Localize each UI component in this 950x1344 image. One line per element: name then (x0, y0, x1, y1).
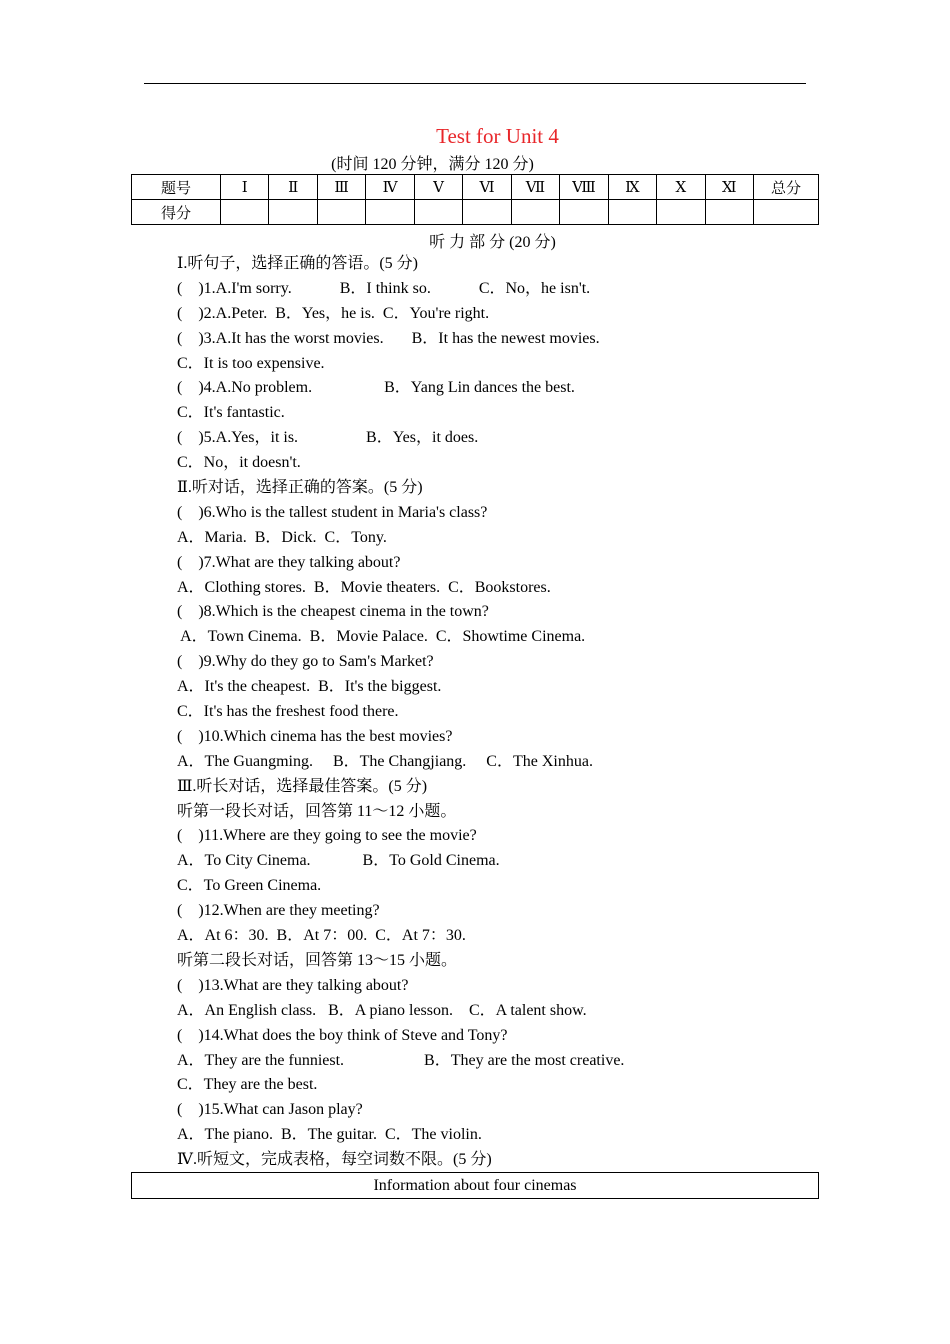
option-line: A．Clothing stores. B．Movie theaters. C．Bookstores. (177, 578, 551, 596)
question-line: ( )13.What are they talking about? (177, 976, 409, 994)
score-header-cell: Ⅰ (221, 175, 269, 200)
score-header-cell: 总分 (754, 175, 819, 200)
question-line: ( )6.Who is the tallest student in Maria's class? (177, 503, 488, 521)
option-line: A．An English class. B．A piano lesson. C．A talent show. (177, 1001, 587, 1019)
question-line: ( )3.A.It has the worst movies. B．It has the newest movies. (177, 329, 600, 347)
score-header-cell: Ⅳ (366, 175, 414, 200)
question-line: ( )5.A.Yes，it is. B．Yes，it does. (177, 429, 479, 447)
question-line: ( )4.A.No problem. B．Yang Lin dances the best. (177, 379, 575, 397)
option-line: A．Maria. B．Dick. C．Tony. (177, 528, 387, 546)
score-row-label: 得分 (132, 200, 221, 225)
option-line: A．The piano. B．The guitar. C．The violin. (177, 1126, 482, 1144)
score-header-cell: Ⅶ (511, 175, 559, 200)
question-line: ( )1.A.I'm sorry. B．I think so. C．No，he isn't. (177, 279, 591, 297)
part-heading: Ⅱ.听对话，选择正确的答案。(5 分) (177, 479, 423, 497)
score-input-cell[interactable] (511, 200, 559, 225)
score-header-cell: Ⅸ (608, 175, 656, 200)
score-table (131, 174, 819, 225)
score-input-cell[interactable] (269, 200, 317, 225)
header-rule (144, 83, 806, 84)
question-line: ( )10.Which cinema has the best movies? (177, 727, 453, 745)
question-line: ( )9.Why do they go to Sam's Market? (177, 653, 434, 671)
info-table-title: Information about four cinemas (131, 1172, 819, 1199)
option-line: C．To Green Cinema. (177, 877, 322, 895)
score-header-cell: Ⅺ (705, 175, 753, 200)
score-input-cell[interactable] (657, 200, 705, 225)
score-table-score-row (132, 200, 819, 225)
score-input-cell[interactable] (366, 200, 414, 225)
question-line: ( )8.Which is the cheapest cinema in the town? (177, 603, 489, 621)
question-line: ( )2.A.Peter. B．Yes，he is. C．You're right. (177, 304, 490, 322)
score-table-header-row (132, 175, 819, 200)
instruction-line: 听第一段长对话，回答第 11～12 小题。 (177, 802, 457, 820)
instruction-line: 听第二段长对话，回答第 13～15 小题。 (177, 951, 458, 969)
score-input-cell[interactable] (317, 200, 365, 225)
option-line: C．It is too expensive. (177, 354, 325, 372)
score-input-cell[interactable] (560, 200, 608, 225)
score-input-cell[interactable] (463, 200, 511, 225)
option-line: A．They are the funniest. B．They are the most creative. (177, 1051, 625, 1069)
question-list (177, 252, 817, 1173)
listening-section-heading: 听 力 部 分 (20 分) (429, 234, 556, 251)
question-line: ( )14.What does the boy think of Steve and Tony? (177, 1026, 508, 1044)
question-line: ( )7.What are they talking about? (177, 553, 401, 571)
score-header-cell: Ⅴ (414, 175, 462, 200)
page-title: Test for Unit 4 (436, 124, 559, 148)
score-header-cell: Ⅵ (463, 175, 511, 200)
option-line: C．It's has the freshest food there. (177, 703, 399, 721)
score-input-cell[interactable] (414, 200, 462, 225)
question-line: ( )12.When are they meeting? (177, 902, 380, 920)
part-heading: Ⅳ.听短文，完成表格，每空词数不限。(5 分) (177, 1151, 492, 1169)
score-header-cell: Ⅹ (657, 175, 705, 200)
score-input-cell[interactable] (221, 200, 269, 225)
option-line: C．It's fantastic. (177, 404, 285, 422)
option-line: C．No，it doesn't. (177, 454, 301, 472)
part-heading: Ⅲ.听长对话，选择最佳答案。(5 分) (177, 777, 428, 795)
part-heading: Ⅰ.听句子，选择正确的答语。(5 分) (177, 255, 418, 272)
option-line: A．It's the cheapest. B．It's the biggest. (177, 678, 442, 696)
option-line: A．The Guangming. B．The Changjiang. C．The Xinhua. (177, 752, 593, 770)
score-header-cell: 题号 (132, 175, 221, 200)
page-subtitle: (时间 120 分钟，满分 120 分) (331, 156, 534, 173)
score-header-cell: Ⅷ (560, 175, 608, 200)
score-header-cell: Ⅱ (269, 175, 317, 200)
option-line: C．They are the best. (177, 1076, 318, 1094)
option-line: A．Town Cinema. B．Movie Palace. C．Showtime Cinema. (177, 628, 586, 646)
option-line: A．To City Cinema. B．To Gold Cinema. (177, 852, 500, 870)
question-line: ( )15.What can Jason play? (177, 1101, 363, 1119)
option-line: A．At 6：30. B．At 7：00. C．At 7：30. (177, 927, 466, 945)
score-input-cell[interactable] (705, 200, 753, 225)
score-input-cell[interactable] (608, 200, 656, 225)
score-header-cell: Ⅲ (317, 175, 365, 200)
question-line: ( )11.Where are they going to see the movie? (177, 827, 477, 845)
score-input-cell[interactable] (754, 200, 819, 225)
